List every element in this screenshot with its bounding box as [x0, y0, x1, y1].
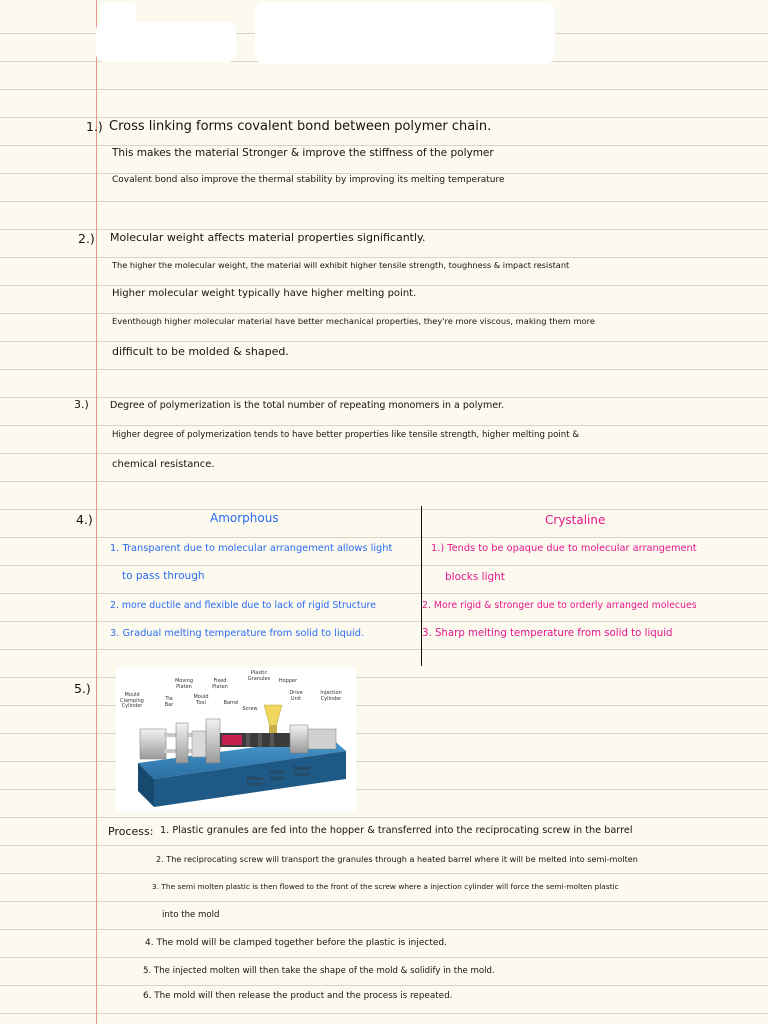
process-line-2: 2. The reciprocating screw will transport the granules through a heated barrel where it will be melted into semi-molten — [156, 854, 638, 864]
q2-line-5: difficult to be molded & shaped. — [112, 345, 289, 358]
q2-line-2: The higher the molecular weight, the material will exhibit higher tensile strength, toughness & impact resistant — [112, 260, 570, 270]
process-line-6: 5. The injected molten will then take the shape of the mold & solidify in the mold. — [143, 966, 495, 976]
injection-molding-machine-image — [116, 667, 356, 811]
label-fixed-platen: Fixed Platen — [212, 678, 228, 690]
label-tie-bar: Tie Bar — [164, 696, 174, 708]
amorphous-line-2: to pass through — [122, 570, 205, 582]
redaction-patch-right — [255, 2, 555, 64]
q1-number: 1.) — [86, 119, 103, 134]
process-label: Process: — [108, 825, 154, 838]
label-barrel: Barrel — [223, 700, 239, 706]
q2-line-1: Molecular weight affects material properties significantly. — [110, 231, 426, 244]
q2-line-3: Higher molecular weight typically have higher melting point. — [112, 288, 417, 299]
q3-line-3: chemical resistance. — [112, 459, 215, 470]
margin-line — [96, 0, 97, 1024]
redaction-patch-small — [100, 2, 136, 24]
amorphous-title: Amorphous — [210, 511, 279, 525]
redaction-patch-left — [96, 22, 236, 62]
crystalline-line-3: 2. More rigid & stronger due to orderly arranged molecues — [422, 600, 697, 611]
q2-number: 2.) — [78, 231, 95, 246]
crystalline-line-1: 1.) Tends to be opaque due to molecular arrangement — [431, 543, 697, 554]
label-hopper: Hopper — [278, 678, 298, 684]
label-plastic-granules: Plastic Granules — [247, 670, 271, 682]
process-line-3: 3. The semi molten plastic is then flowed to the front of the screw where a injection cylinder will force the semi-molten plastic — [152, 882, 619, 891]
injection-molding-diagram — [116, 667, 356, 811]
q3-line-2: Higher degree of polymerization tends to have better properties like tensile strength, higher melting point & — [112, 430, 580, 440]
q1-line-1: Cross linking forms covalent bond between polymer chain. — [109, 119, 492, 134]
label-mould-tool: Mould Tool — [193, 694, 209, 706]
amorphous-line-1: 1. Transparent due to molecular arrangement allows light — [110, 543, 393, 554]
label-check-valve: Check Valve — [269, 770, 285, 782]
crystalline-line-2: blocks light — [445, 571, 505, 583]
label-heater-bands: Heater Bands — [293, 766, 311, 778]
label-screw: Screw — [242, 706, 258, 712]
label-injection-cylinder: Injection Cylinder — [320, 690, 342, 702]
label-molten-plastic: Molten Plastic — [246, 776, 264, 788]
label-drive-unit: Drive Unit — [289, 690, 303, 702]
label-mould-clamping-cylinder: Mould Clamping Cylinder — [120, 692, 144, 709]
process-line-7: 6. The mold will then release the product and the process is repeated. — [143, 991, 453, 1001]
crystalline-title: Crystaline — [545, 513, 606, 527]
column-divider — [421, 506, 422, 666]
q4-number: 4.) — [76, 512, 93, 527]
label-moving-platen: Moving Platen — [174, 678, 194, 690]
q3-number: 3.) — [74, 398, 89, 411]
crystalline-line-4: 3. Sharp melting temperature from solid to liquid — [422, 628, 673, 639]
q1-line-2: This makes the material Stronger & improve the stiffness of the polymer — [112, 147, 494, 159]
q2-line-4: Eventhough higher molecular material have better mechanical properties, they're more viscous, making them more — [112, 316, 595, 326]
amorphous-line-4: 3. Gradual melting temperature from solid to liquid. — [110, 628, 365, 639]
process-line-5: 4. The mold will be clamped together before the plastic is injected. — [145, 938, 447, 948]
process-line-4: into the mold — [162, 910, 220, 920]
process-line-1: 1. Plastic granules are fed into the hopper & transferred into the reciprocating screw in the barrel — [160, 825, 633, 836]
q3-line-1: Degree of polymerization is the total number of repeating monomers in a polymer. — [110, 400, 505, 411]
amorphous-line-3: 2. more ductile and flexible due to lack of rigid Structure — [110, 600, 376, 611]
q5-number: 5.) — [74, 681, 91, 696]
q1-line-3: Covalent bond also improve the thermal stability by improving its melting temperature — [112, 175, 505, 185]
